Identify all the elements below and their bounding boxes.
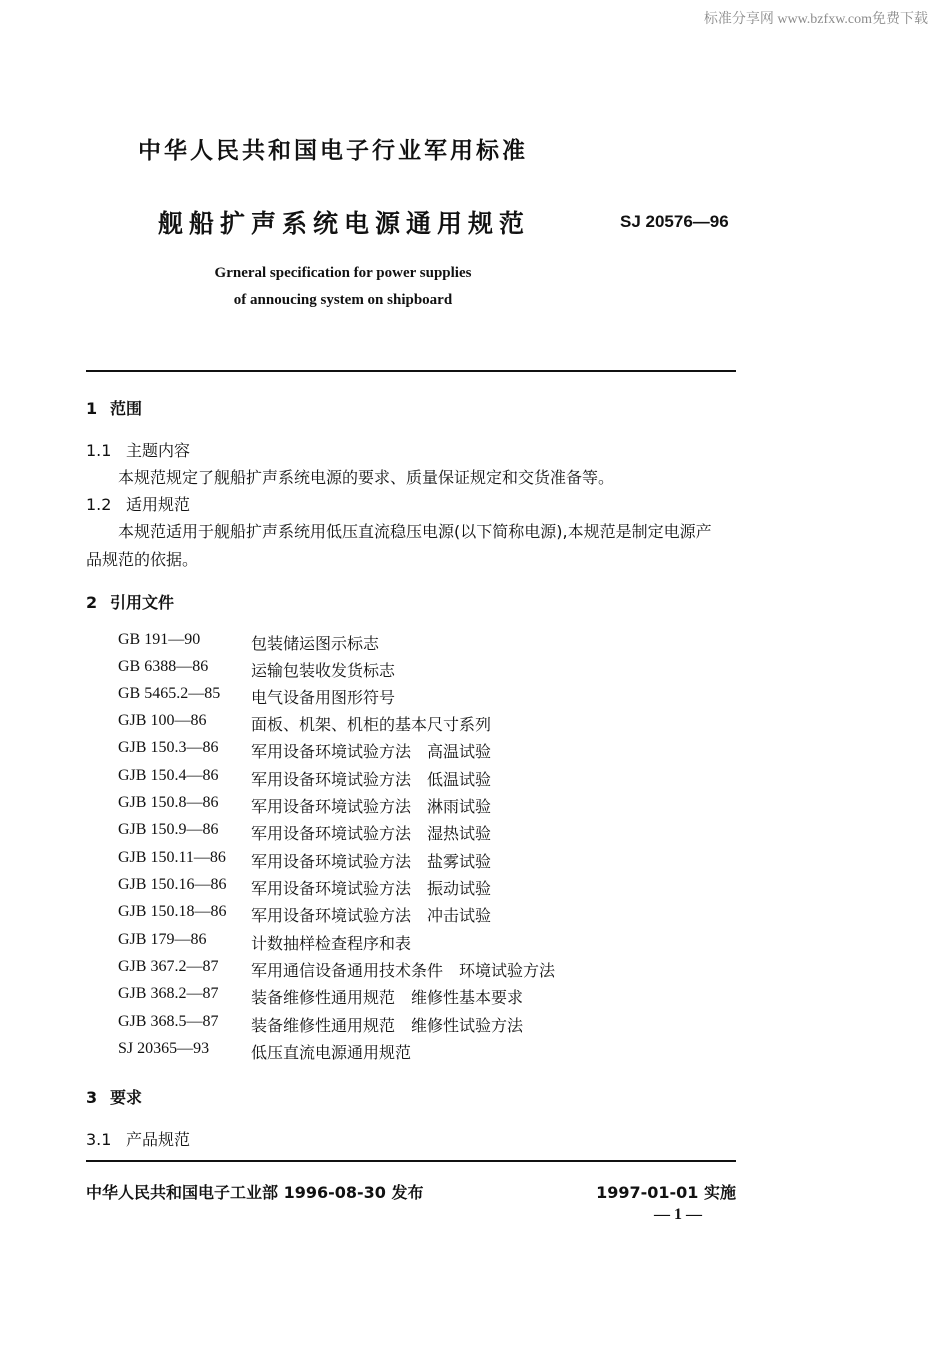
reference-code: SJ 20365—93 [118, 1040, 210, 1057]
reference-code: GJB 150.4—86 [118, 767, 219, 784]
reference-code: GJB 150.18—86 [118, 903, 227, 920]
reference-title: 军用设备环境试验方法 盐雾试验 [251, 852, 492, 871]
reference-title: 军用设备环境试验方法 低温试验 [251, 770, 492, 789]
reference-title: 电气设备用图形符号 [251, 688, 396, 707]
reference-code: GJB 150.11—86 [118, 849, 226, 866]
section-title: 引用文件 [110, 593, 175, 612]
reference-code: GJB 150.9—86 [118, 821, 219, 838]
english-title [150, 260, 536, 314]
section-1-1-text: 本规范规定了舰船扩声系统电源的要求、质量保证规定和交货准备等。 [118, 468, 615, 487]
effective-date: 1997-01-01 实施 [596, 1183, 736, 1202]
reference-code: GJB 368.5—87 [118, 1013, 219, 1030]
reference-title: 面板、机架、机柜的基本尺寸系列 [251, 715, 492, 734]
reference-code: GJB 368.2—87 [118, 985, 219, 1002]
section-1-2-text-line-2: 品规范的依据。 [86, 550, 199, 569]
reference-title: 军用通信设备通用技术条件 环境试验方法 [251, 961, 556, 980]
reference-code: GJB 179—86 [118, 931, 207, 948]
reference-code: GJB 150.3—86 [118, 739, 219, 756]
section-1-2-heading [86, 492, 190, 515]
section-title: 适用规范 [126, 495, 191, 514]
section-1-2-text-line-1: 本规范适用于舰船扩声系统用低压直流稳压电源(以下简称电源),本规范是制定电源产 [118, 522, 712, 541]
reference-title: 运输包装收发货标志 [251, 661, 396, 680]
section-2-heading [86, 590, 174, 613]
reference-title: 计数抽样检查程序和表 [251, 934, 412, 953]
reference-code: GB 191—90 [118, 631, 201, 648]
footer-divider [86, 1160, 736, 1162]
reference-title: 军用设备环境试验方法 淋雨试验 [251, 797, 492, 816]
reference-title: 装备维修性通用规范 维修性基本要求 [251, 988, 524, 1007]
reference-title: 军用设备环境试验方法 高温试验 [251, 742, 492, 761]
section-3-1-heading [86, 1127, 190, 1150]
section-1-1-heading [86, 438, 190, 461]
reference-title: 军用设备环境试验方法 湿热试验 [251, 824, 492, 843]
page-number: — 1 — [654, 1206, 702, 1223]
issuer-line: 中华人民共和国电子工业部 1996-08-30 发布 [86, 1183, 424, 1202]
header-divider [86, 370, 736, 372]
section-title: 范围 [110, 399, 143, 418]
reference-title: 军用设备环境试验方法 冲击试验 [251, 906, 492, 925]
reference-title: 装备维修性通用规范 维修性试验方法 [251, 1016, 524, 1035]
reference-title: 包装储运图示标志 [251, 634, 380, 653]
section-number: 1 [86, 399, 98, 418]
section-3-heading [86, 1085, 142, 1108]
reference-code: GJB 100—86 [118, 712, 207, 729]
section-1-heading [86, 396, 142, 419]
section-number: 3.1 [86, 1130, 112, 1149]
document-code: SJ 20576—96 [620, 212, 729, 231]
section-title: 产品规范 [126, 1130, 191, 1149]
english-title-line-2: of annoucing system on shipboard [233, 292, 453, 308]
standard-category-title: 中华人民共和国电子行业军用标准 [138, 138, 528, 164]
section-title: 要求 [110, 1088, 143, 1107]
section-number: 1.1 [86, 441, 112, 460]
section-title: 主题内容 [126, 441, 191, 460]
section-number: 2 [86, 593, 98, 612]
reference-title: 军用设备环境试验方法 振动试验 [251, 879, 492, 898]
reference-code: GJB 150.16—86 [118, 876, 227, 893]
reference-code: GJB 367.2—87 [118, 958, 219, 975]
section-number: 1.2 [86, 495, 112, 514]
english-title-line-1: Grneral specification for power supplies [214, 265, 472, 281]
document-title: 舰船扩声系统电源通用规范 [158, 209, 531, 238]
reference-code: GB 6388—86 [118, 658, 209, 675]
reference-code: GB 5465.2—85 [118, 685, 221, 702]
reference-code: GJB 150.8—86 [118, 794, 219, 811]
section-number: 3 [86, 1088, 98, 1107]
reference-title: 低压直流电源通用规范 [251, 1043, 412, 1062]
watermark-text: 标准分享网 www.bzfxw.com免费下载 [703, 12, 928, 27]
